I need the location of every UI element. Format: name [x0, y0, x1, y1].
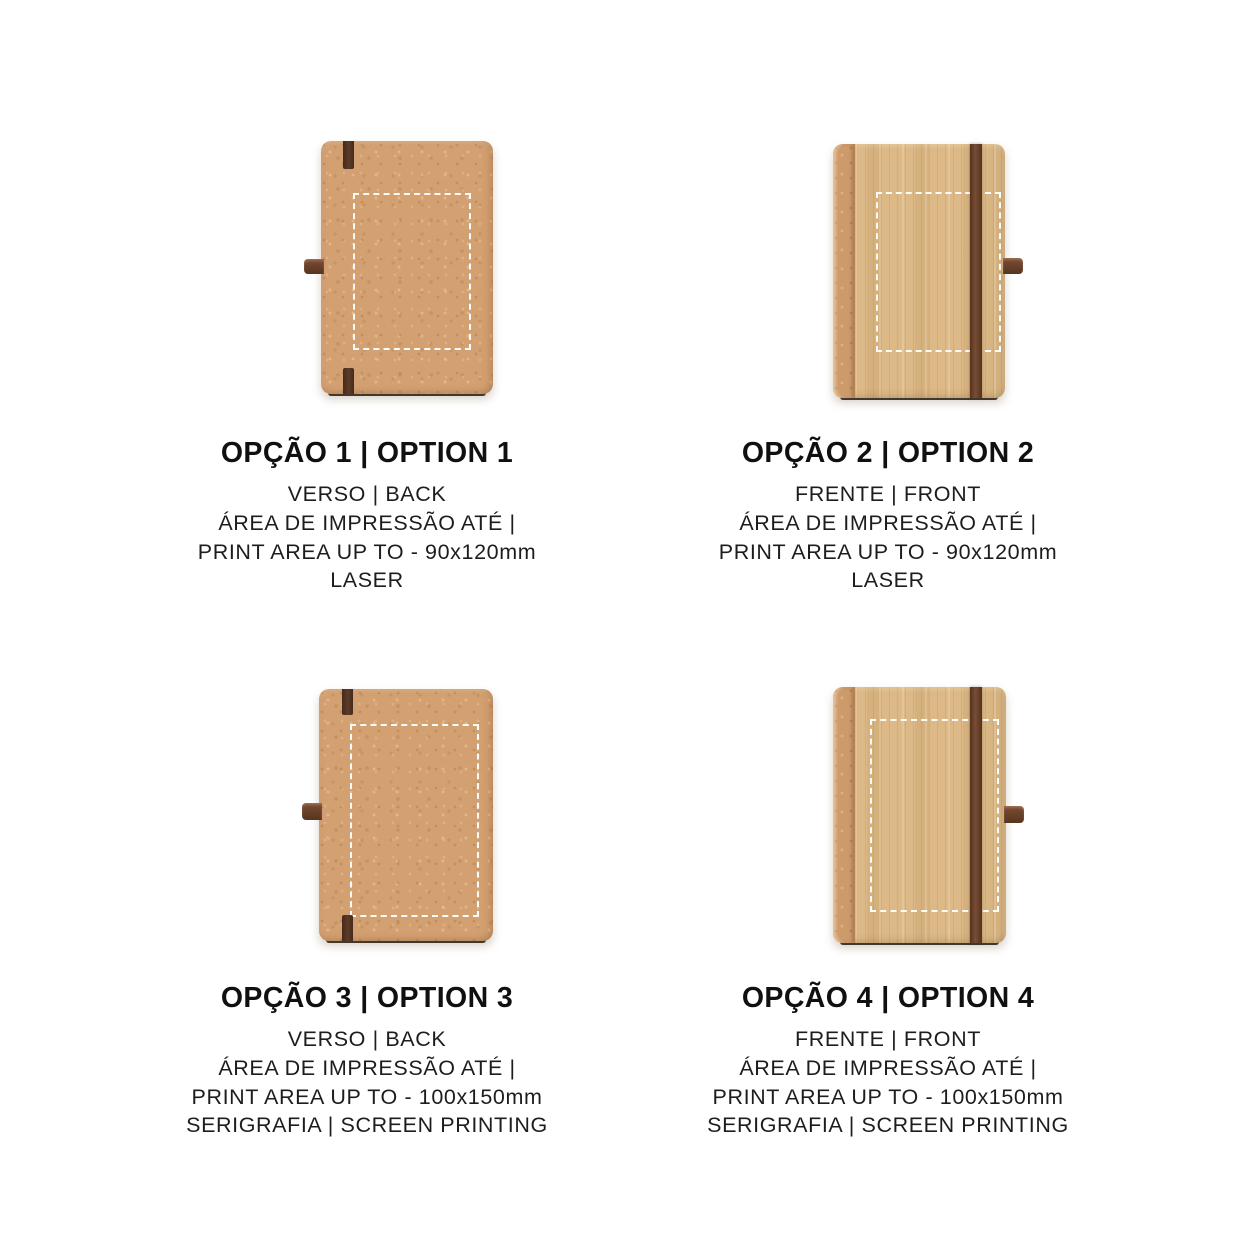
option4-line-area-en: PRINT AREA UP TO - 100x150mm	[712, 1084, 1064, 1109]
option3-line-technique: SERIGRAFIA | SCREEN PRINTING	[186, 1113, 548, 1138]
option3-title: OPÇÃO 3 | OPTION 3	[220, 982, 514, 1014]
option4-line-technique: SERIGRAFIA | SCREEN PRINTING	[707, 1113, 1069, 1138]
option4-title: OPÇÃO 4 | OPTION 4	[741, 982, 1035, 1014]
print-area-dashed	[350, 724, 479, 917]
notebook-option4-bamboo-front	[833, 687, 1006, 943]
option3-line-area-en: PRINT AREA UP TO - 100x150mm	[191, 1084, 543, 1109]
option2-line-area-pt: ÁREA DE IMPRESSÃO ATÉ |	[739, 510, 1037, 535]
elastic-band-top-tab	[342, 689, 353, 715]
option3-line-area-pt: ÁREA DE IMPRESSÃO ATÉ |	[218, 1055, 516, 1080]
option1-line-view: VERSO | BACK	[287, 482, 447, 506]
pen-loop	[304, 259, 324, 274]
pen-loop	[1004, 806, 1024, 823]
print-area-dashed	[353, 193, 471, 350]
notebook-option1-cork-back	[321, 141, 493, 394]
pen-loop	[302, 803, 322, 820]
option4-line-area-pt: ÁREA DE IMPRESSÃO ATÉ |	[739, 1055, 1037, 1080]
option1-line-technique: LASER	[330, 568, 404, 593]
cork-spine	[833, 687, 855, 943]
option1-line-area-pt: ÁREA DE IMPRESSÃO ATÉ |	[218, 510, 516, 535]
option1-title: OPÇÃO 1 | OPTION 1	[220, 437, 514, 469]
option3-caption	[157, 981, 577, 1140]
option1-caption	[157, 436, 577, 595]
pen-loop	[1003, 258, 1023, 274]
option2-caption	[678, 436, 1098, 595]
option4-caption	[678, 981, 1098, 1140]
option2-line-area-en: PRINT AREA UP TO - 90x120mm	[718, 539, 1058, 564]
cork-spine	[833, 144, 855, 398]
elastic-band	[970, 687, 982, 943]
elastic-band-bottom-tab	[342, 915, 353, 941]
notebook-option3-cork-back	[319, 689, 493, 941]
notebook-option2-bamboo-front	[833, 144, 1005, 398]
elastic-band-top-tab	[343, 141, 354, 169]
cork-back-cover	[319, 689, 493, 941]
option2-line-technique: LASER	[851, 568, 925, 593]
elastic-band-bottom-tab	[343, 368, 354, 394]
elastic-band	[970, 144, 982, 398]
option4-line-view: FRENTE | FRONT	[795, 1027, 981, 1051]
option3-line-view: VERSO | BACK	[287, 1027, 447, 1051]
option1-line-area-en: PRINT AREA UP TO - 90x120mm	[197, 539, 537, 564]
cork-back-cover	[321, 141, 493, 394]
option2-title: OPÇÃO 2 | OPTION 2	[741, 437, 1035, 469]
bamboo-front-cover	[833, 144, 1005, 398]
option2-line-view: FRENTE | FRONT	[795, 482, 981, 506]
print-area-dashed	[876, 192, 1001, 352]
bamboo-front-cover	[833, 687, 1006, 943]
